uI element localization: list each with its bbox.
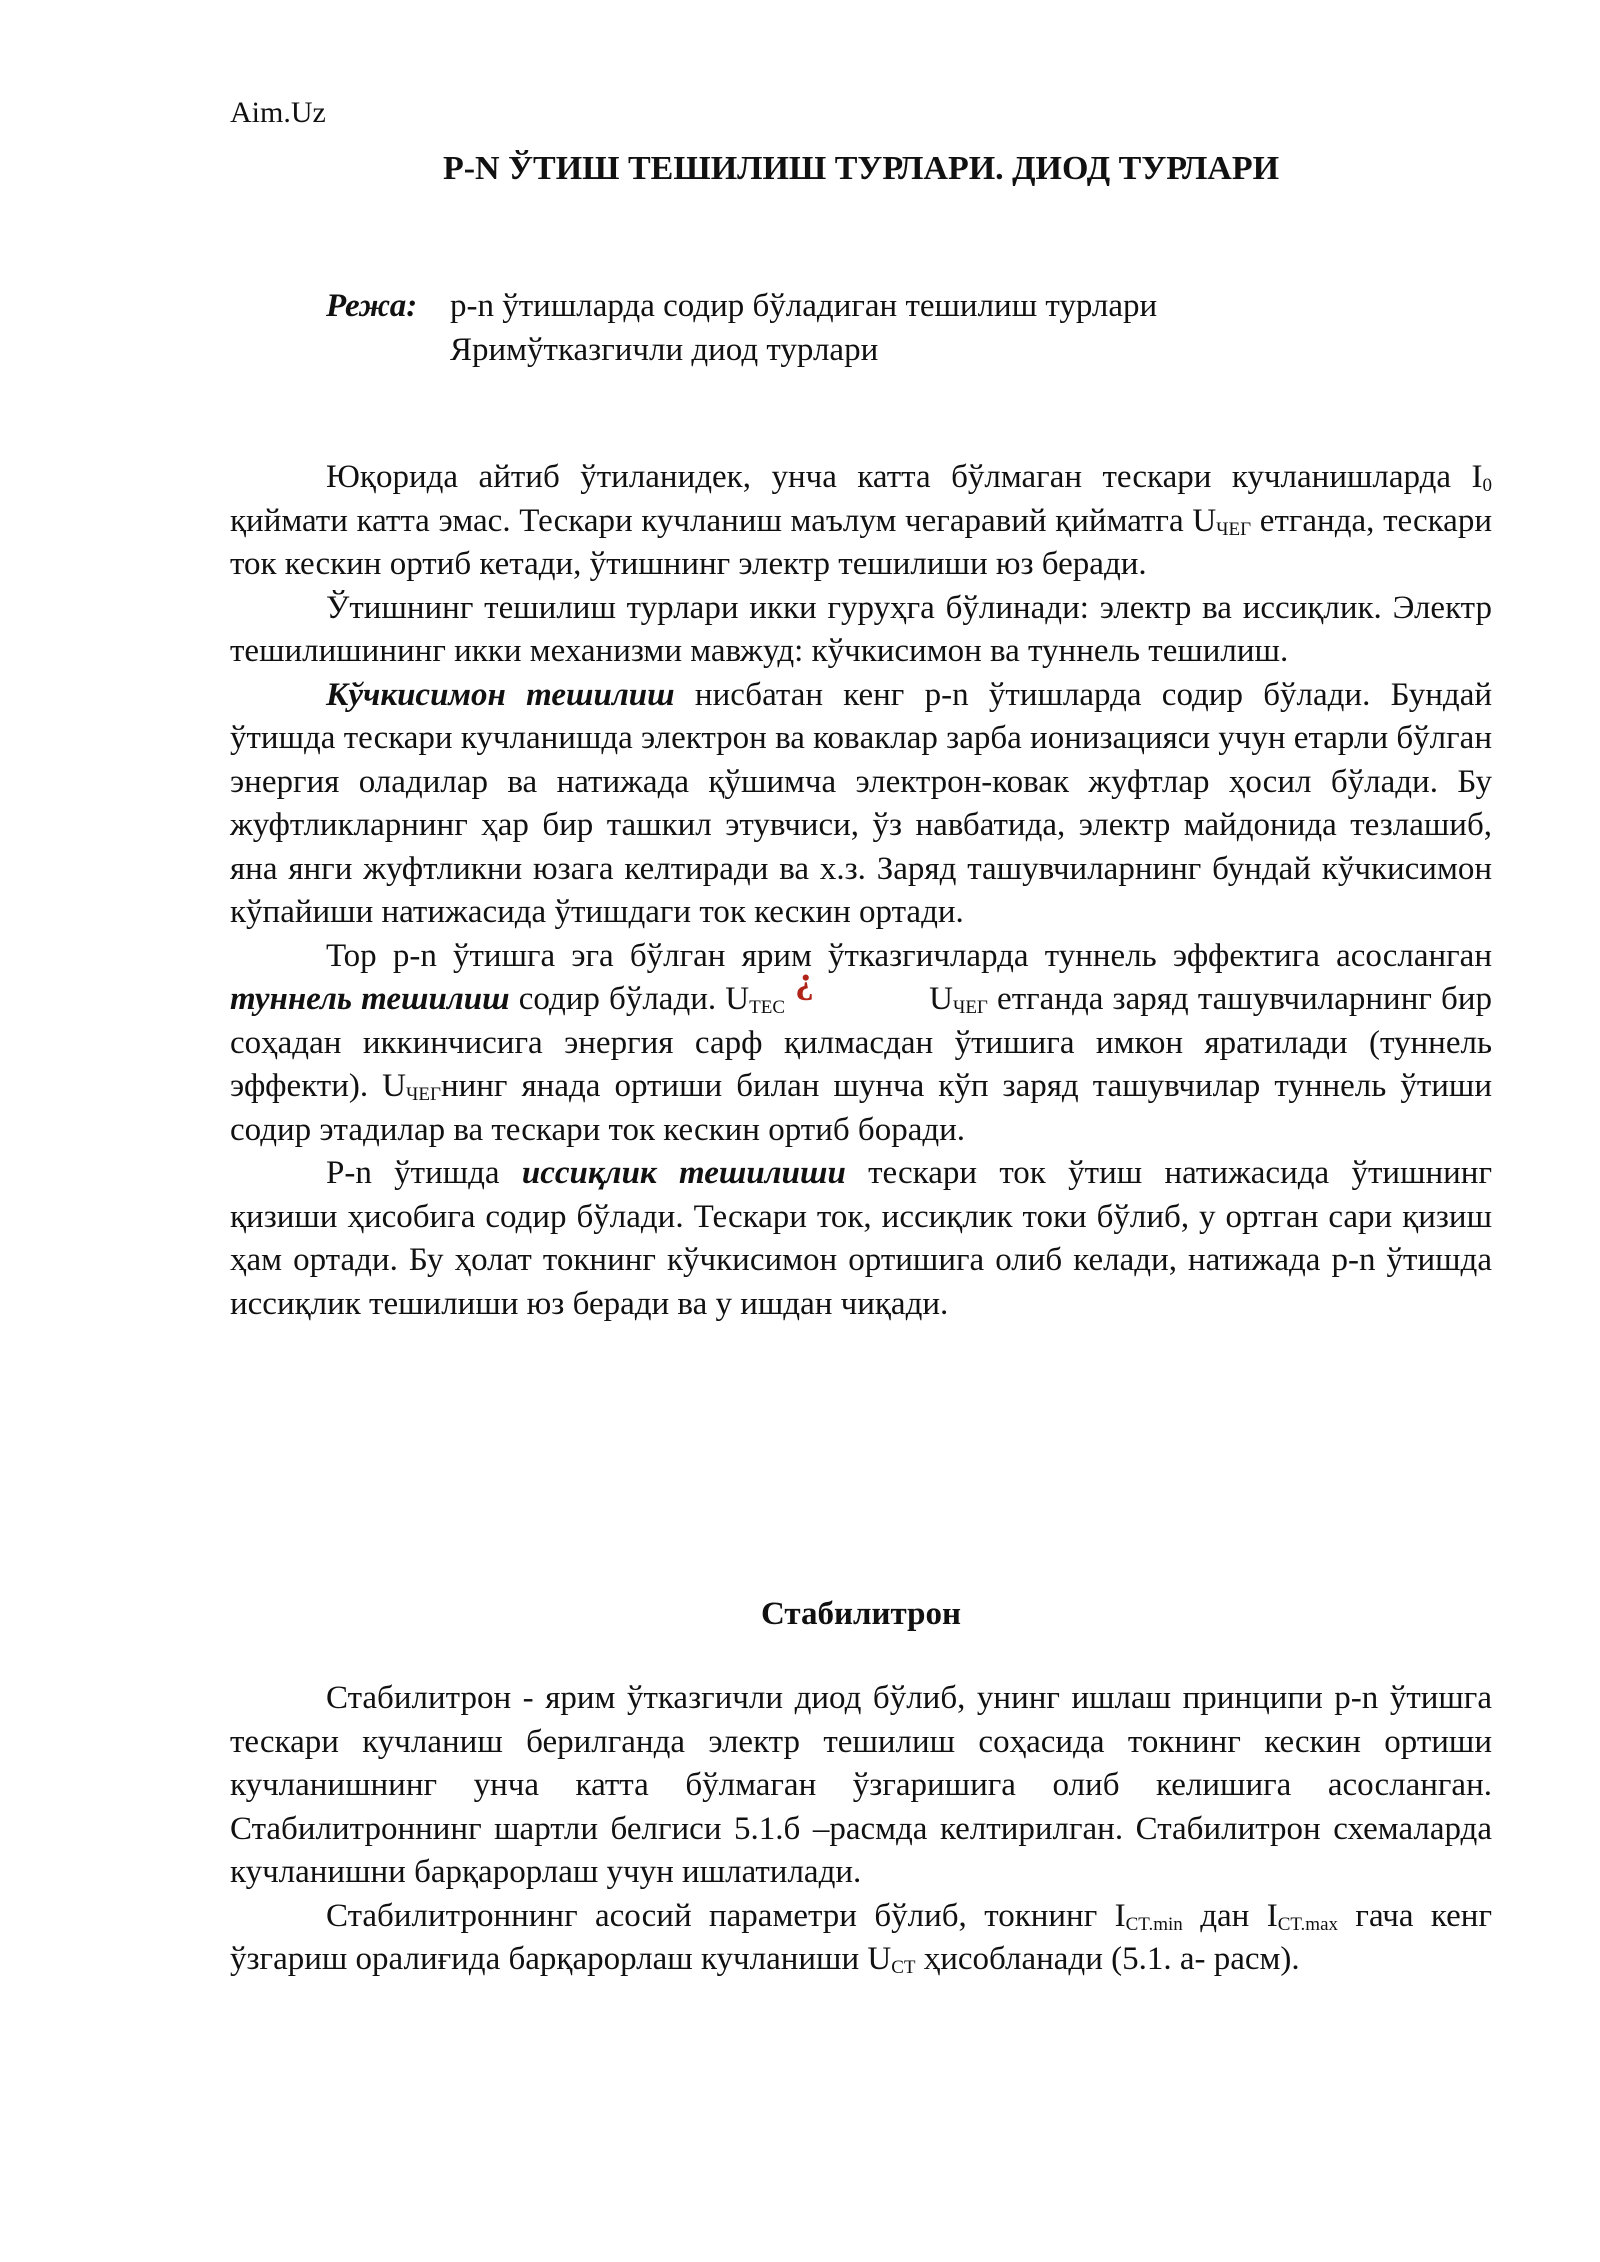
p1-sub-cheg: ЧЕГ xyxy=(1216,518,1252,540)
p1-text-b: қиймати катта эмас. Тескари кучланиш маълум чегаравий қийматга U xyxy=(230,502,1217,539)
section-title-stabilitron: Стабилитрон xyxy=(760,1596,962,1632)
p4-text-e: нинг янада ортиши билан шунча кўп заряд ташувчилар туннель ўтиши содир этадилар ва тескари ток кескин ортиб боради. xyxy=(230,1068,1492,1148)
p1-sub-0: 0 xyxy=(1482,475,1492,496)
stabilitron-text-block xyxy=(230,1677,1492,1982)
p4-text-b: содир бўлади. U xyxy=(509,981,750,1017)
paragraph-4: Тор p-n ўтишга эга бўлган ярим ўтказгичларда туннель эффектига асосланган туннель тешилиш содир бўлади. $U_{ТЕС}$ ? $U_{ЧЕГ}$ етганда заряд ташувчиларнинг бир соҳадан иккинчисига энергия сарф қилмасдан ўтишига имкон яратилади (туннель эффекти). $U_{ЧЕГ}нинг$ янада ортиши билан шунча кўп заряд ташувчилар туннель ўтиши содир этадилар ва тескари ток кескин ортиб боради. xyxy=(230,937,1492,1148)
document-title: P-N ЎТИШ ТЕШИЛИШ ТУРЛАРИ. ДИОД ТУРЛАРИ xyxy=(442,150,1280,187)
term-thermal-breakdown: иссиқлик тешилиши xyxy=(521,1155,846,1191)
term-avalanche-breakdown: Кўчкисимон тешилиш xyxy=(326,676,675,713)
plan-item-1: p-n ўтишларда содир бўладиган тешилиш турлари xyxy=(450,288,1158,324)
p4-sub-cheg: ЧЕГ xyxy=(952,997,988,1018)
p4-sub-cheg-2: ЧЕГ xyxy=(405,1084,441,1105)
p5-text-b: тескари ток ўтиш натижасида ўтишнинг қизиши ҳисобига содир бўлади. Тескари ток, иссиқлик токи бўлиб, у ортган сари қизиш ҳам ортади. Бу ҳолат токнинг кўчкисимон ортишига олиб келади, натижада p-n ўтишда иссиқлик тешилиши юз беради ва у ишдан чиқади. xyxy=(230,1155,1492,1322)
term-tunnel-breakdown: туннель тешилиш xyxy=(230,981,510,1017)
paragraph-7 xyxy=(230,1895,1492,1982)
plan-line-1 xyxy=(326,284,1157,328)
paragraph-5 xyxy=(230,1152,1492,1326)
p7-text-d: ҳисобланади (5.1. а- расм). xyxy=(915,1941,1300,1977)
p1-text-a: Юқорида айтиб ўтиланидек, унча катта бўлмаган тескари кучланишларда I xyxy=(326,459,1483,495)
p4-text-c: U xyxy=(920,981,953,1017)
p5-text-a: P-n ўтишда xyxy=(326,1155,522,1191)
paragraph-6: Стабилитрон - ярим ўтказгичли диод бўлиб, унинг ишлаш принципи p-n ўтишга тескари кучланиш берилганда электр тешилиш соҳасида токнинг кескин ортиши кучланишнинг унча катта бўлмаган ўзгаришига олиб келишига асосланган. Стабилитроннинг шартли белгиси 5.1.б –расмда келтирилган. Стабилитрон схемаларда кучланишни барқарорлаш учун ишлатилади. xyxy=(230,1680,1492,1890)
p7-text-a: Стабилитроннинг асосий параметри бўлиб, токнинг I xyxy=(326,1897,1126,1934)
page-header-source: Aim.Uz xyxy=(230,96,326,129)
p7-sub-ct: CT xyxy=(891,1957,916,1978)
p4-sub-tes: ТЕС xyxy=(749,997,785,1018)
p7-text-b: дан I xyxy=(1182,1897,1278,1934)
plan-block xyxy=(326,284,1157,372)
paragraph-1 xyxy=(230,456,1492,587)
plan-item-2: Яримўтказгичли диод турлари xyxy=(450,332,879,368)
p4-text-d: етганда заряд ташувчиларнинг бир соҳадан иккинчисига энергия сарф қилмасдан ўтишига имкон яратилади (туннель эффекти). U xyxy=(230,981,1492,1104)
plan-label: Режа: xyxy=(326,288,418,324)
p7-sub-ct-min: CT.min xyxy=(1125,1913,1183,1935)
main-text-block xyxy=(230,456,1492,1326)
p3-text: нисбатан кенг p-n ўтишларда содир бўлади. Бундай ўтишда тескари кучланишда электрон ва ковaклар зарба ионизацияси учун етарли бўлган энергия оладилар ва натижада қўшимча электрон-ковак жуфтлар ҳосил бўлади. Бу жуфтликларнинг ҳар бир ташкил этувчиси, ўз навбатида, электр майдонида тезлашиб, яна янги жуфтликни юзага келтиради ва х.з. Заряд ташувчиларнинг бундай кўчкисимон кўпайиши натижасида ўтишдаги ток кескин ортади. xyxy=(230,676,1492,930)
p7-text-c: гача кенг ўзгариш оралиғида барқарорлаш кучланиши U xyxy=(230,1897,1492,1977)
p7-sub-ct-max: CT.max xyxy=(1277,1913,1339,1935)
paragraph-2: Ўтишнинг тешилиш турлари икки гуруҳга бўлинади: электр ва иссиқлик. Электр тешилишининг икки механизми мавжуд: кўчкисимон ва туннель тешилиш. xyxy=(230,589,1492,669)
p4-text-a: Тор p-n ўтишга эга бўлган ярим ўтказгичларда туннель эффектига асосланган xyxy=(326,937,1492,974)
p1-text-c: етганда, тескари ток кескин ортиб кетади, ўтишнинг электр тешилиши юз беради. xyxy=(230,502,1492,582)
paragraph-3 xyxy=(230,674,1492,935)
